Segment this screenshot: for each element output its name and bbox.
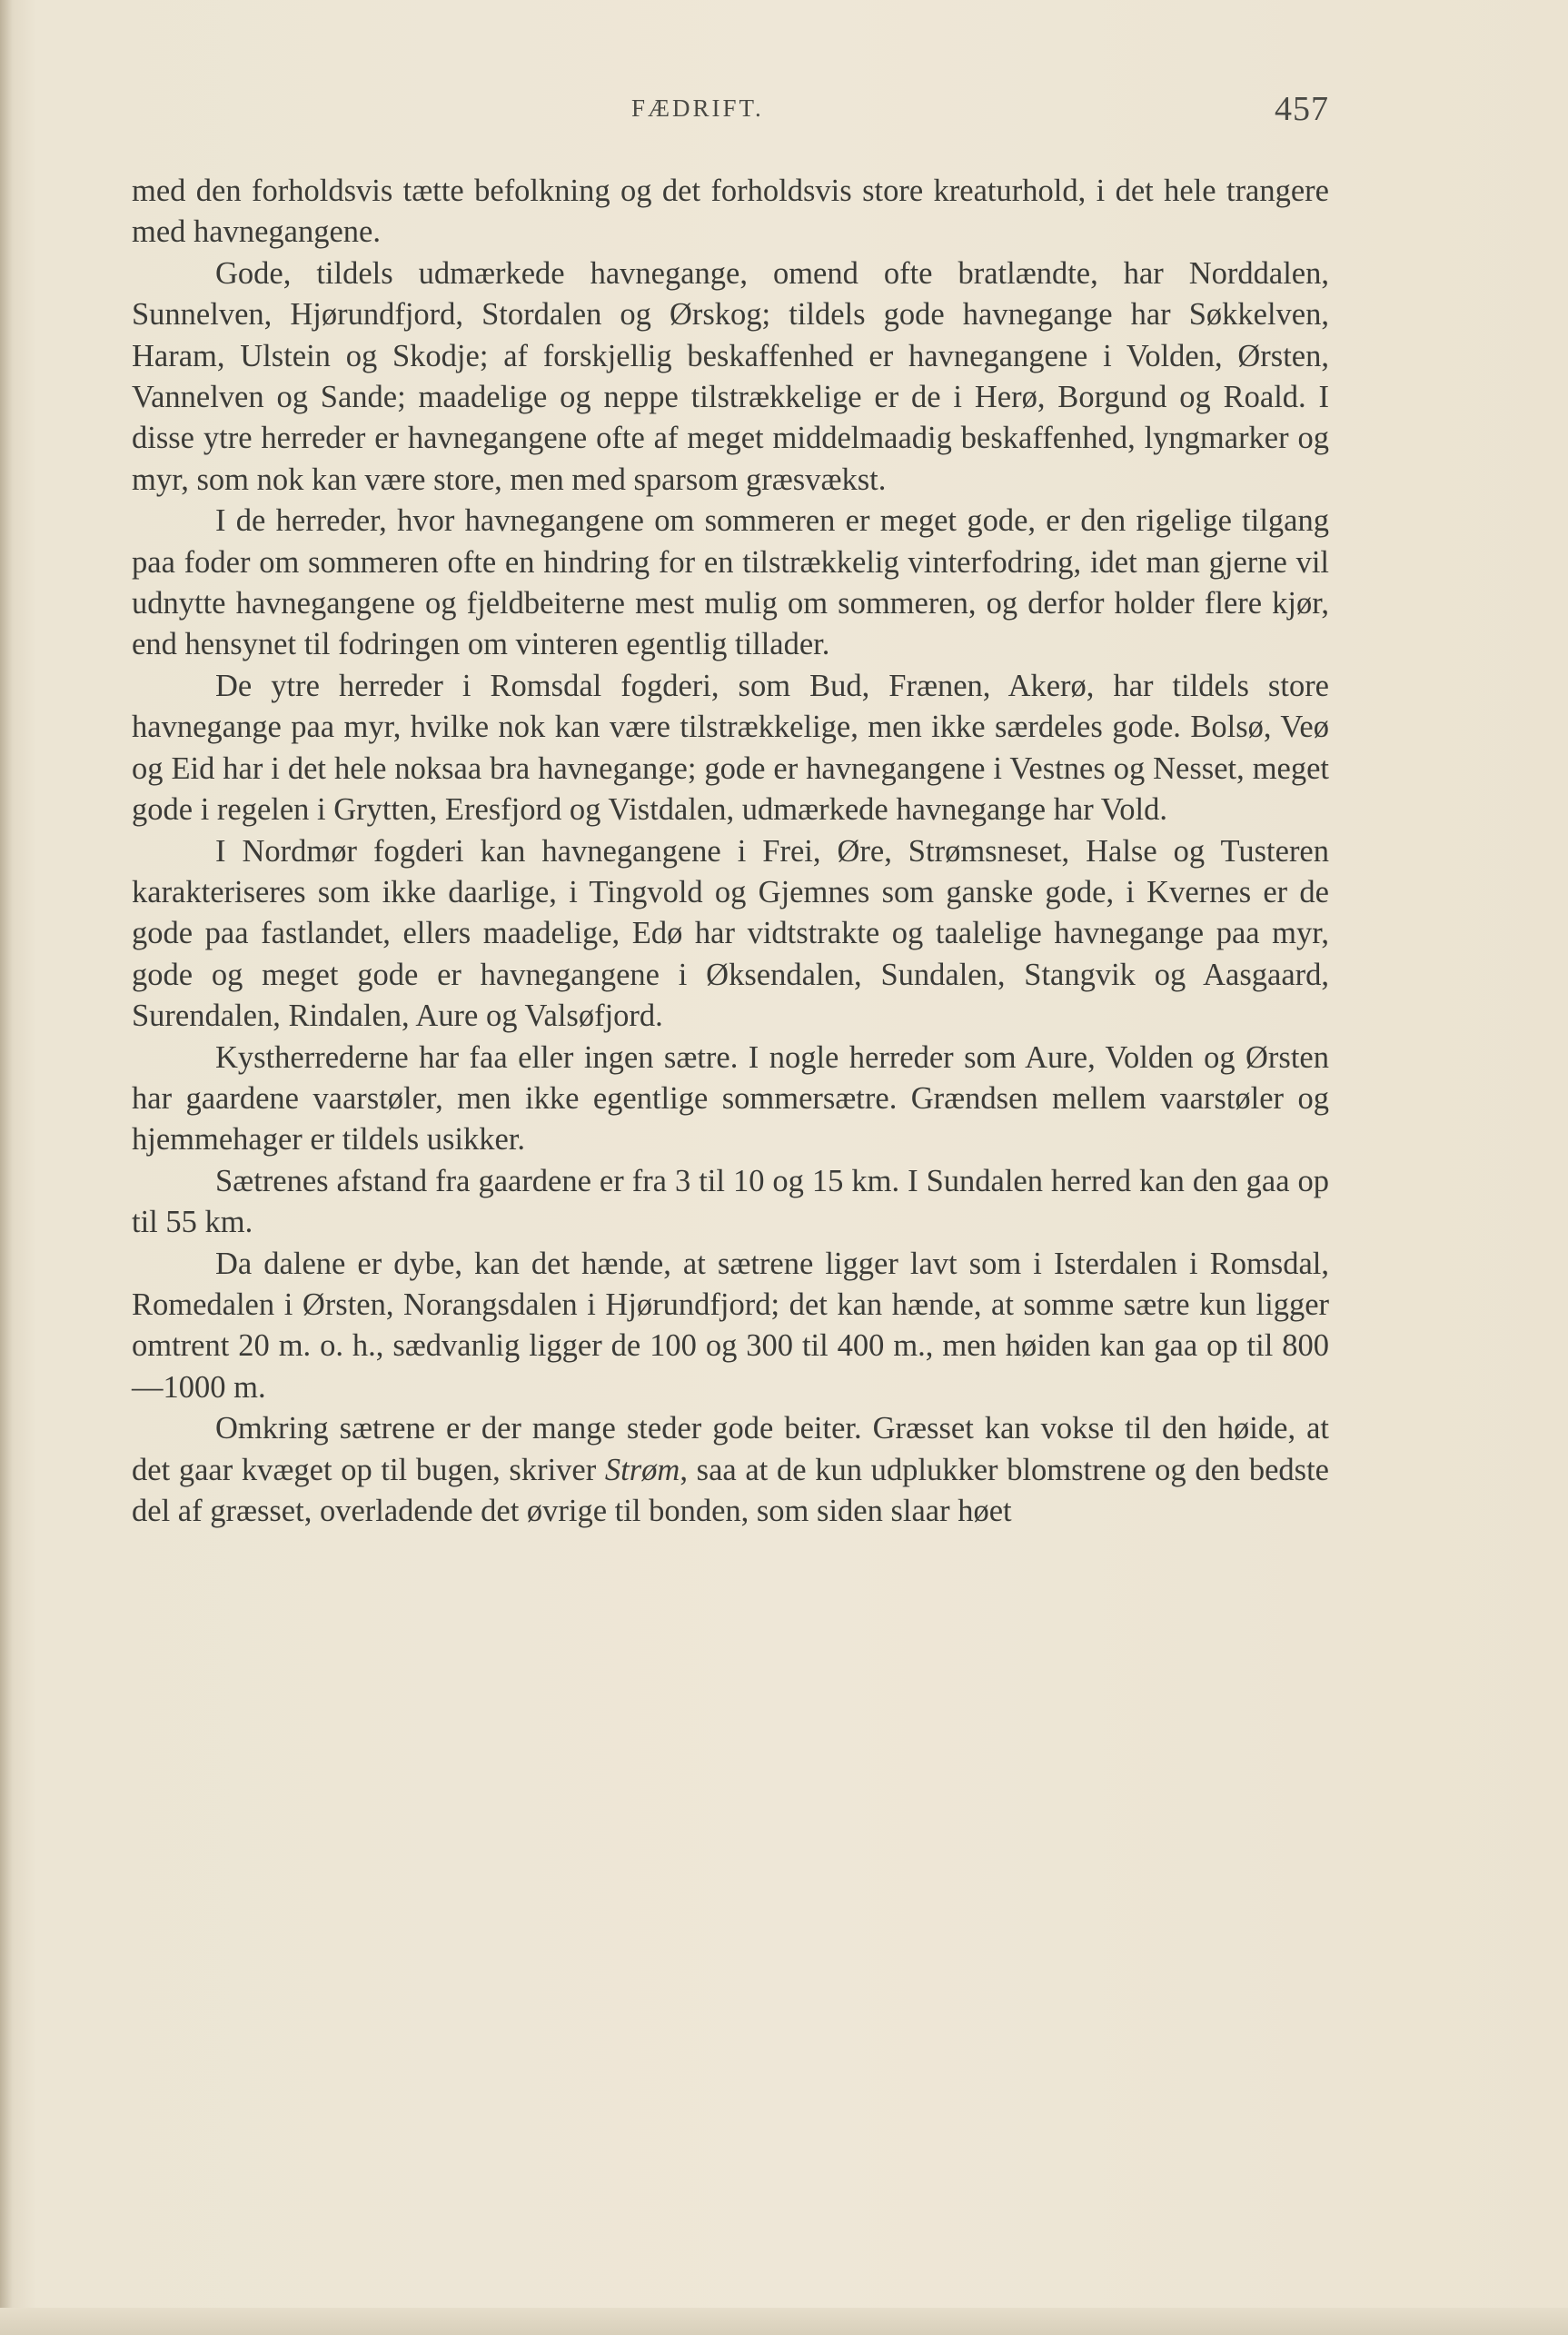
paragraph-2: Gode, tildels udmærkede havnegange, omend ofte bratlændte, har Norddalen, Sunnelven, Hjørundfjord, Stordalen og Ørskog; tildels gode havnegange har Søkkelven, Haram, Ulstein og Skodje; af forskjellig beskaffenhed er havnegangene i Volden, Ørsten, Vannelven og Sande; maadelige og neppe tilstrækkelige er de i Herø, Borgund og Roald. I disse ytre herreder er havnegangene ofte af meget middelmaadig beskaffenhed, lyngmarker og myr, som nok kan være store, men med sparsom græsvækst. <box>132 255 1329 497</box>
spine-shadow <box>0 0 13 2335</box>
page-header <box>132 89 1329 133</box>
paragraph-7: Sætrenes afstand fra gaardene er fra 3 til 10 og 15 km. I Sundalen herred kan den gaa op til 55 km. <box>132 1163 1329 1240</box>
page-bottom-edge <box>0 2308 1568 2335</box>
paragraph-1: med den forholdsvis tætte befolkning og det forholdsvis store kreaturhold, i det hele trangere med havnegangene. <box>132 174 1329 250</box>
paragraph-9 <box>132 1408 1329 1532</box>
author-name-italic: Strøm <box>604 1452 680 1487</box>
paragraph-3: I de herreder, hvor havnegangene om sommeren er meget gode, er den rigelige tilgang paa foder om sommeren ofte en hindring for en tilstrækkelig vinterfodring, idet man gjerne vil udnytte havnegangene og fjeldbeiterne mest mulig om sommeren, og derfor holder flere kjør, end hensynet til fodringen om vinteren egentlig tillader. <box>132 503 1329 662</box>
paragraph-8: Da dalene er dybe, kan det hænde, at sætrene ligger lavt som i Isterdalen i Romsdal, Romedalen i Ørsten, Norangsdalen i Hjørundfjord; det kan hænde, at somme sætre kun ligger omtrent 20 m. o. h., sædvanlig ligger de 100 og 300 til 400 m., men høiden kan gaa op til 800—1000 m. <box>132 1246 1329 1405</box>
running-title: FÆDRIFT. <box>631 94 764 122</box>
paragraph-6: Kystherrederne har faa eller ingen sætre. I nogle herreder som Aure, Volden og Ørsten har gaardene vaarstøler, men ikke egentlige sommersætre. Grændsen mellem vaarstøler og hjemmehager er tildels usikker. <box>132 1039 1329 1158</box>
page-number: 457 <box>1275 90 1329 128</box>
paragraph-5: I Nordmør fogderi kan havnegangene i Frei, Øre, Strømsneset, Halse og Tusteren karakteriseres som ikke daarlige, i Tingvold og Gjemnes som ganske gode, i Kvernes er de gode paa fastlandet, ellers maadelige, Edø har vidtstrakte og taalelige havnegange paa myr, gode og meget gode er havnegangene i Øksendalen, Sundalen, Stangvik og Aasgaard, Surendalen, Rindalen, Aure og Valsøfjord. <box>132 833 1329 1034</box>
body-text <box>132 171 1329 1532</box>
paragraph-9-text-end: , saa at de kun udplukker blomstrene og den bedste del af græsset, overladende det øvrige til bonden, som siden slaar høet <box>132 1452 1329 1528</box>
paragraph-9-text-start: Omkring sætrene er der mange steder gode beiter. Græsset kan vokse til den høide, at det gaar kvæget op til bugen, skriver <box>132 1411 1329 1487</box>
paragraph-4: De ytre herreder i Romsdal fogderi, som Bud, Frænen, Akerø, har tildels store havnegange paa myr, hvilke nok kan være tilstrækkelige, men ikke særdeles gode. Bolsø, Veø og Eid har i det hele noksaa bra havnegange; gode er havnegangene i Vestnes og Nesset, meget gode i regelen i Grytten, Eresfjord og Vistdalen, udmærkede havnegange har Vold. <box>132 668 1329 828</box>
